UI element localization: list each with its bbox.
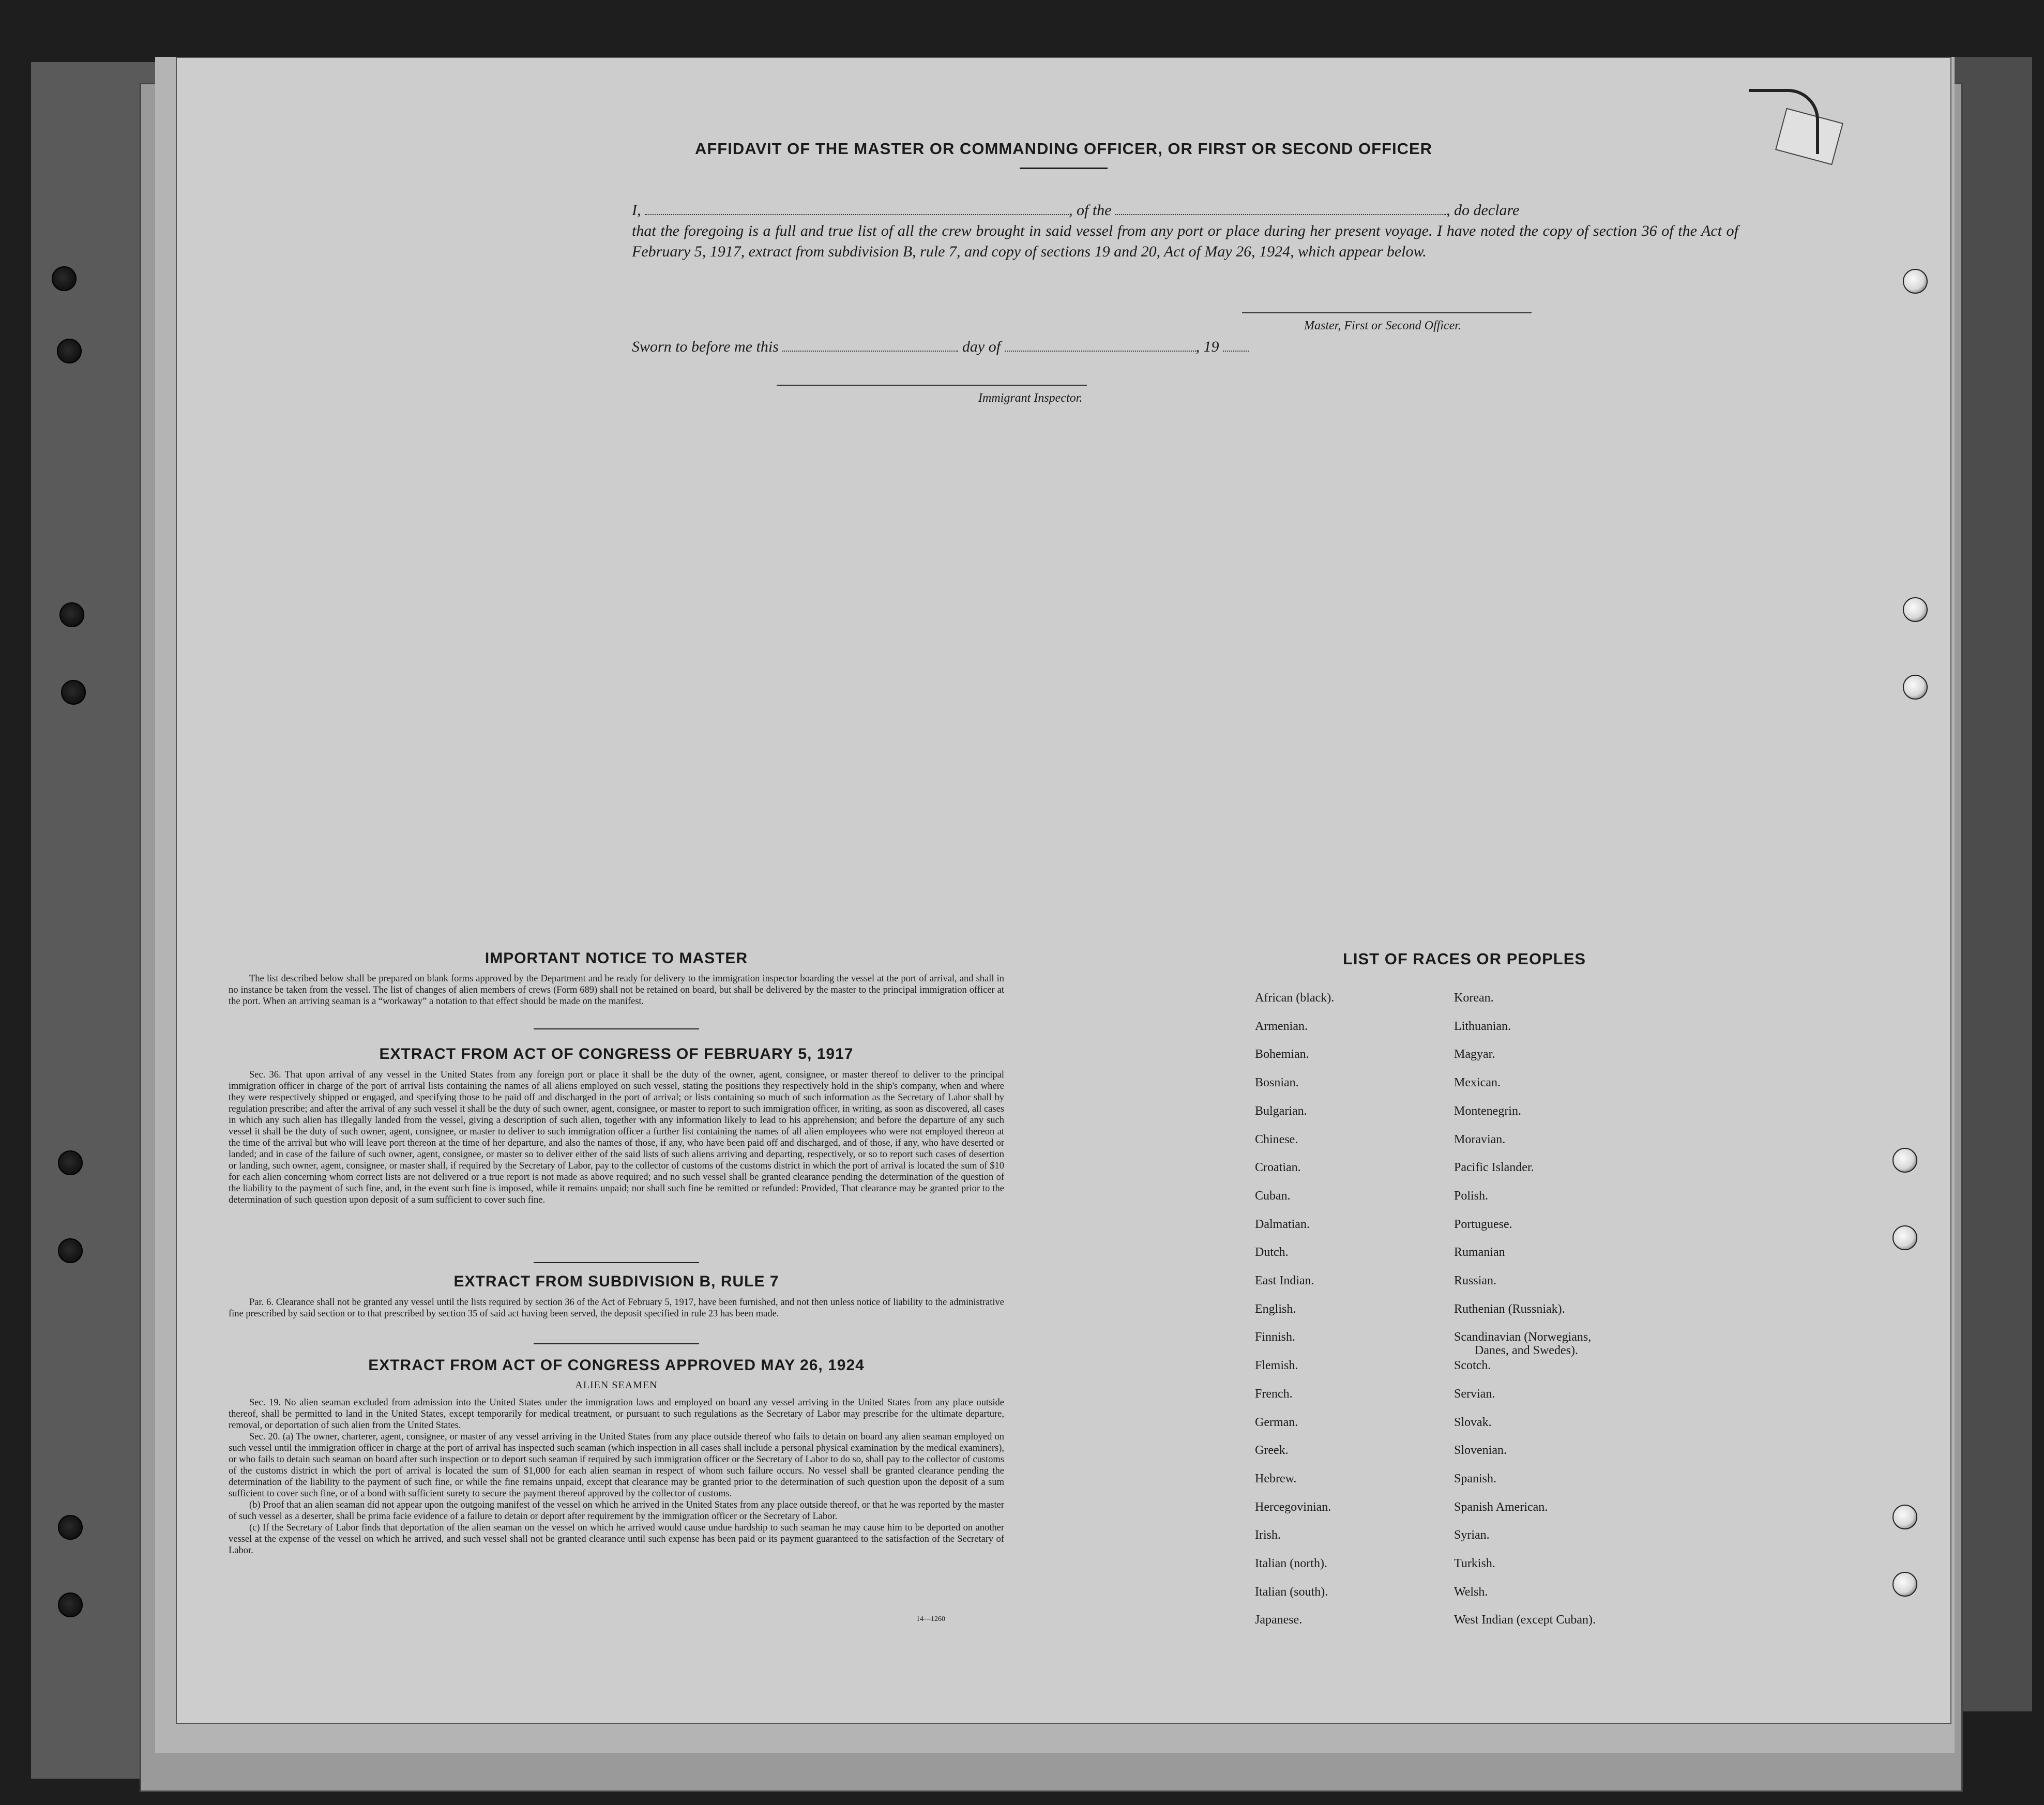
- notice-title: IMPORTANT NOTICE TO MASTER: [484, 950, 748, 967]
- sworn-month-field[interactable]: [1005, 337, 1196, 352]
- inspector-signature-line[interactable]: [777, 384, 1087, 386]
- master-caption: Master, First or Second Officer.: [1304, 319, 1461, 332]
- races-title: LIST OF RACES OR PEOPLES: [1342, 950, 1586, 968]
- race-item: Servian.: [1454, 1387, 1495, 1401]
- race-item: Pacific Islander.: [1454, 1161, 1534, 1175]
- binder-hole: [58, 1150, 83, 1175]
- race-item: English.: [1255, 1302, 1296, 1316]
- race-item: Lithuanian.: [1454, 1019, 1511, 1033]
- extract-1924-text: Sec. 19. No alien seaman excluded from admission into the United States under the immigration laws and employed on board any vessel arriving in the United States from any place outside thereof, shall be permitted to land in the United States, except temporarily for medical treatment, or pursuant to such regulations as the Secretary of Labor may prescribe for the ultimate departure, removal, or deportation of such alien from the United States. Sec. 20. (a) The owner, charterer, agent, consignee, or master of any vessel arriving in the United States from any place outside thereof who fails to detain on board any alien seaman employed on such vessel until the immigration officer in charge at the port of arrival has inspected such seaman (which inspection in all cases shall include a personal physical examination by the medical examiners), or who fails to detain such seaman on board after such inspection or to deport such seaman if required by such immigration officer or the Secretary of Labor to do so, shall pay to the collector of customs of the customs district in which the port of arrival is located the sum of $1,000 for each alien seaman in respect of whom such failure occurs. No vessel shall be granted clearance pending the determination of the liability to the payment of such fine, or while the fine remains unpaid, except that clearance may be granted prior to the determination of such question upon the deposit of a sum sufficient to cover such fine, or of a bond with sufficient surety to secure the payment thereof approved by the collector of customs. (b) Proof that an alien seaman did not appear upon the outgoing manifest of the vessel on which he arrived in the United States from any place outside thereof, or that he was reported by the master of such vessel as a deserter, shall be prima facie evidence of a failure to detain or deport after requirement by the immigration officer or the Secretary of Labor. (c) If the Secretary of Labor finds that deportation of the alien seaman on the vessel on which he arrived would cause undue hardship to such seaman he may cause him to be deported on another vessel at the expense of the vessel on which he arrived, and such vessel shall not be granted clearance until such expense has been paid or its payment guaranteed to the satisfaction of the Secretary of Labor.: [229, 1398, 1004, 1556]
- binder-hole: [57, 339, 82, 363]
- alien-seamen-subtitle: ALIEN SEAMEN: [575, 1379, 658, 1391]
- extract-1917-title: EXTRACT FROM ACT OF CONGRESS OF FEBRUARY 5, 1917: [379, 1045, 854, 1063]
- binder-hole: [58, 1238, 83, 1263]
- race-item: Italian (south).: [1255, 1585, 1328, 1599]
- race-item: Croatian.: [1255, 1161, 1301, 1175]
- race-item: Bulgarian.: [1255, 1104, 1307, 1118]
- sworn-prefix: Sworn to before me this: [632, 338, 779, 355]
- race-item: Armenian.: [1255, 1019, 1308, 1033]
- race-item: Finnish.: [1255, 1330, 1296, 1344]
- extract-1917-text: Sec. 36. That upon arrival of any vessel in the United States from any foreign port or place it shall be the duty of the owner, agent, consignee, or master thereof to deliver to the principal immigration officer in charge of the port of arrival lists containing the names of all aliens employed on such vessel, stating the positions they respectively hold in the ship's company, when and where they were respectively shipped or engaged, and specifying those to be paid off and discharged in the port of arrival; or lists containing so much of such information as the Secretary of Labor shall by regulation prescribe; and after the arrival of any such vessel it shall be the duty of such owner, agent, consignee, or master to report to such immigration officer, in writing, as soon as discovered, all cases in which any such alien has illegally landed from the vessel, giving a description of such alien, together with any information likely to lead to his apprehension; and before the departure of any such vessel it shall be the duty of such owner, agent, consignee, or master to deliver to such immigration officer a further list containing the names of all alien employees who were not employed thereon at the time of the arrival but who will leave port thereon at the time of her departure, and also the names of those, if any, who have been paid off and discharged, and of those, if any, who have deserted or landed; and in case of the failure of such owner, agent, consignee, or master so to deliver either of the said lists of such aliens arriving and departing, respectively, or so to report such cases of desertion or landing, such owner, agent, consignee, or master shall, if required by the Secretary of Labor, pay to the collector of customs of the customs district in which the port of arrival is located the sum of $10 for each alien concerning whom correct lists are not delivered or a true report is not made as above required; and no such vessel shall be granted clearance pending the determination of the question of the liability to the payment of such fine, and, in the event such fine is imposed, while it remains unpaid; nor shall such fine be remitted or refunded: Provided, That clearance may be granted prior to the determination of such question upon deposit of a sum sufficient to cover such fine.: [229, 1070, 1004, 1205]
- race-item: Rumanian: [1454, 1246, 1505, 1260]
- affidavit-declare: , do declare: [1446, 202, 1520, 219]
- notice-text: The list described below shall be prepared on blank forms approved by the Department and be ready for delivery to the immigration inspector boarding the vessel at the port of arrival, and shall in no instance be taken from the vessel. The list of changes of alien members of crews (Form 689) shall not be retained on board, but shall be delivered by the master to the principal immigration officer at the port. When an arriving seaman is a “workaway” a notation to that effect should be made on the manifest.: [229, 974, 1004, 1007]
- extract-1924-title: EXTRACT FROM ACT OF CONGRESS APPROVED MAY 26, 1924: [368, 1357, 865, 1374]
- binder-hole: [1892, 1572, 1917, 1597]
- race-item: Irish.: [1255, 1528, 1281, 1542]
- race-item: French.: [1255, 1387, 1293, 1401]
- race-item: West Indian (except Cuban).: [1454, 1613, 1596, 1627]
- race-item: Montenegrin.: [1454, 1104, 1521, 1118]
- race-item: African (black).: [1255, 991, 1335, 1005]
- race-item: Russian.: [1454, 1274, 1497, 1287]
- race-item: Cuban.: [1255, 1189, 1291, 1203]
- race-item: Turkish.: [1454, 1557, 1495, 1570]
- race-item: Italian (north).: [1255, 1557, 1327, 1570]
- race-item: Polish.: [1454, 1189, 1489, 1203]
- race-item: Hebrew.: [1255, 1472, 1297, 1485]
- race-item: Korean.: [1454, 991, 1494, 1005]
- race-item: Magyar.: [1454, 1048, 1495, 1061]
- master-signature-line[interactable]: [1242, 311, 1532, 313]
- race-item: Ruthenian (Russniak).: [1454, 1302, 1565, 1316]
- sworn-year-field[interactable]: [1223, 337, 1249, 352]
- race-item: Bohemian.: [1255, 1048, 1309, 1061]
- affidavit-body: [632, 200, 1738, 262]
- race-item: Moravian.: [1454, 1132, 1506, 1146]
- race-item: Spanish.: [1454, 1472, 1497, 1485]
- race-item: East Indian.: [1255, 1274, 1314, 1287]
- race-item: Mexican.: [1454, 1076, 1501, 1090]
- binder-hole: [1892, 1148, 1917, 1173]
- sworn-year: , 19: [1195, 338, 1219, 355]
- race-item: Slovenian.: [1454, 1444, 1507, 1458]
- divider: [534, 1028, 699, 1029]
- binder-hole: [1903, 269, 1928, 294]
- sworn-day-field[interactable]: [782, 337, 958, 352]
- affidavit-title: AFFIDAVIT OF THE MASTER OR COMMANDING OFFICER, OR FIRST OR SECOND OFFICER: [694, 140, 1433, 158]
- race-item: Hercegovinian.: [1255, 1500, 1331, 1514]
- sworn-line: [632, 337, 1249, 356]
- inspector-caption: Immigrant Inspector.: [978, 391, 1083, 405]
- binder-hole: [52, 266, 77, 291]
- sworn-day-of: day of: [962, 338, 1001, 355]
- form-number: 14—1260: [916, 1615, 945, 1623]
- subdivision-b-title: EXTRACT FROM SUBDIVISION B, RULE 7: [453, 1273, 779, 1290]
- affidavit-statement: that the foregoing is a full and true list of all the crew brought in said vessel from any port or place during her present voyage. I have noted the copy of section 36 of the Act of February 5, 1917, extract from subdivision B, rule 7, and copy of sections 19 and 20, Act of May 26, 1924, which appear below.: [632, 222, 1738, 260]
- race-item: Japanese.: [1255, 1613, 1303, 1627]
- race-item: Spanish American.: [1454, 1500, 1548, 1514]
- race-item: Welsh.: [1454, 1585, 1488, 1599]
- binder-hole: [58, 1592, 83, 1617]
- race-item: Syrian.: [1454, 1528, 1490, 1542]
- race-item: Flemish.: [1255, 1359, 1298, 1373]
- subdivision-b-text: Par. 6. Clearance shall not be granted any vessel until the lists required by section 36 of the Act of February 5, 1917, have been furnished, and not then unless notice of liability to the administrative fine prescribed by said section or to that prescribed by section 35 of said act having been served, the deposit specified in rule 23 has been made.: [229, 1297, 1004, 1319]
- affidavit-of-the: , of the: [1069, 202, 1112, 219]
- race-item: German.: [1255, 1415, 1298, 1429]
- race-item-scandinavian-continued: Danes, and Swedes).: [1475, 1344, 1578, 1357]
- binder-hole: [58, 1515, 83, 1540]
- affidavit-i: I,: [632, 202, 641, 219]
- race-item: Scandinavian (Norwegians,: [1454, 1330, 1592, 1344]
- divider: [534, 1343, 699, 1344]
- binder-hole: [1892, 1225, 1917, 1250]
- master-name-field[interactable]: [645, 201, 1069, 215]
- race-item: Scotch.: [1454, 1359, 1491, 1373]
- binder-hole: [1903, 597, 1928, 622]
- divider: [534, 1262, 699, 1263]
- binder-hole: [59, 602, 84, 627]
- title-rule: [1020, 168, 1108, 169]
- binder-hole: [61, 680, 86, 705]
- race-item: Slovak.: [1454, 1415, 1492, 1429]
- race-item: Chinese.: [1255, 1132, 1298, 1146]
- race-item: Dutch.: [1255, 1246, 1289, 1260]
- race-item: Dalmatian.: [1255, 1217, 1310, 1231]
- race-item: Greek.: [1255, 1444, 1289, 1458]
- binder-hole: [1892, 1505, 1917, 1529]
- manifest-page: [176, 57, 1951, 1724]
- race-item: Bosnian.: [1255, 1076, 1299, 1090]
- race-item: Portuguese.: [1454, 1217, 1512, 1231]
- binder-hole: [1903, 675, 1928, 700]
- vessel-name-field[interactable]: [1115, 201, 1446, 215]
